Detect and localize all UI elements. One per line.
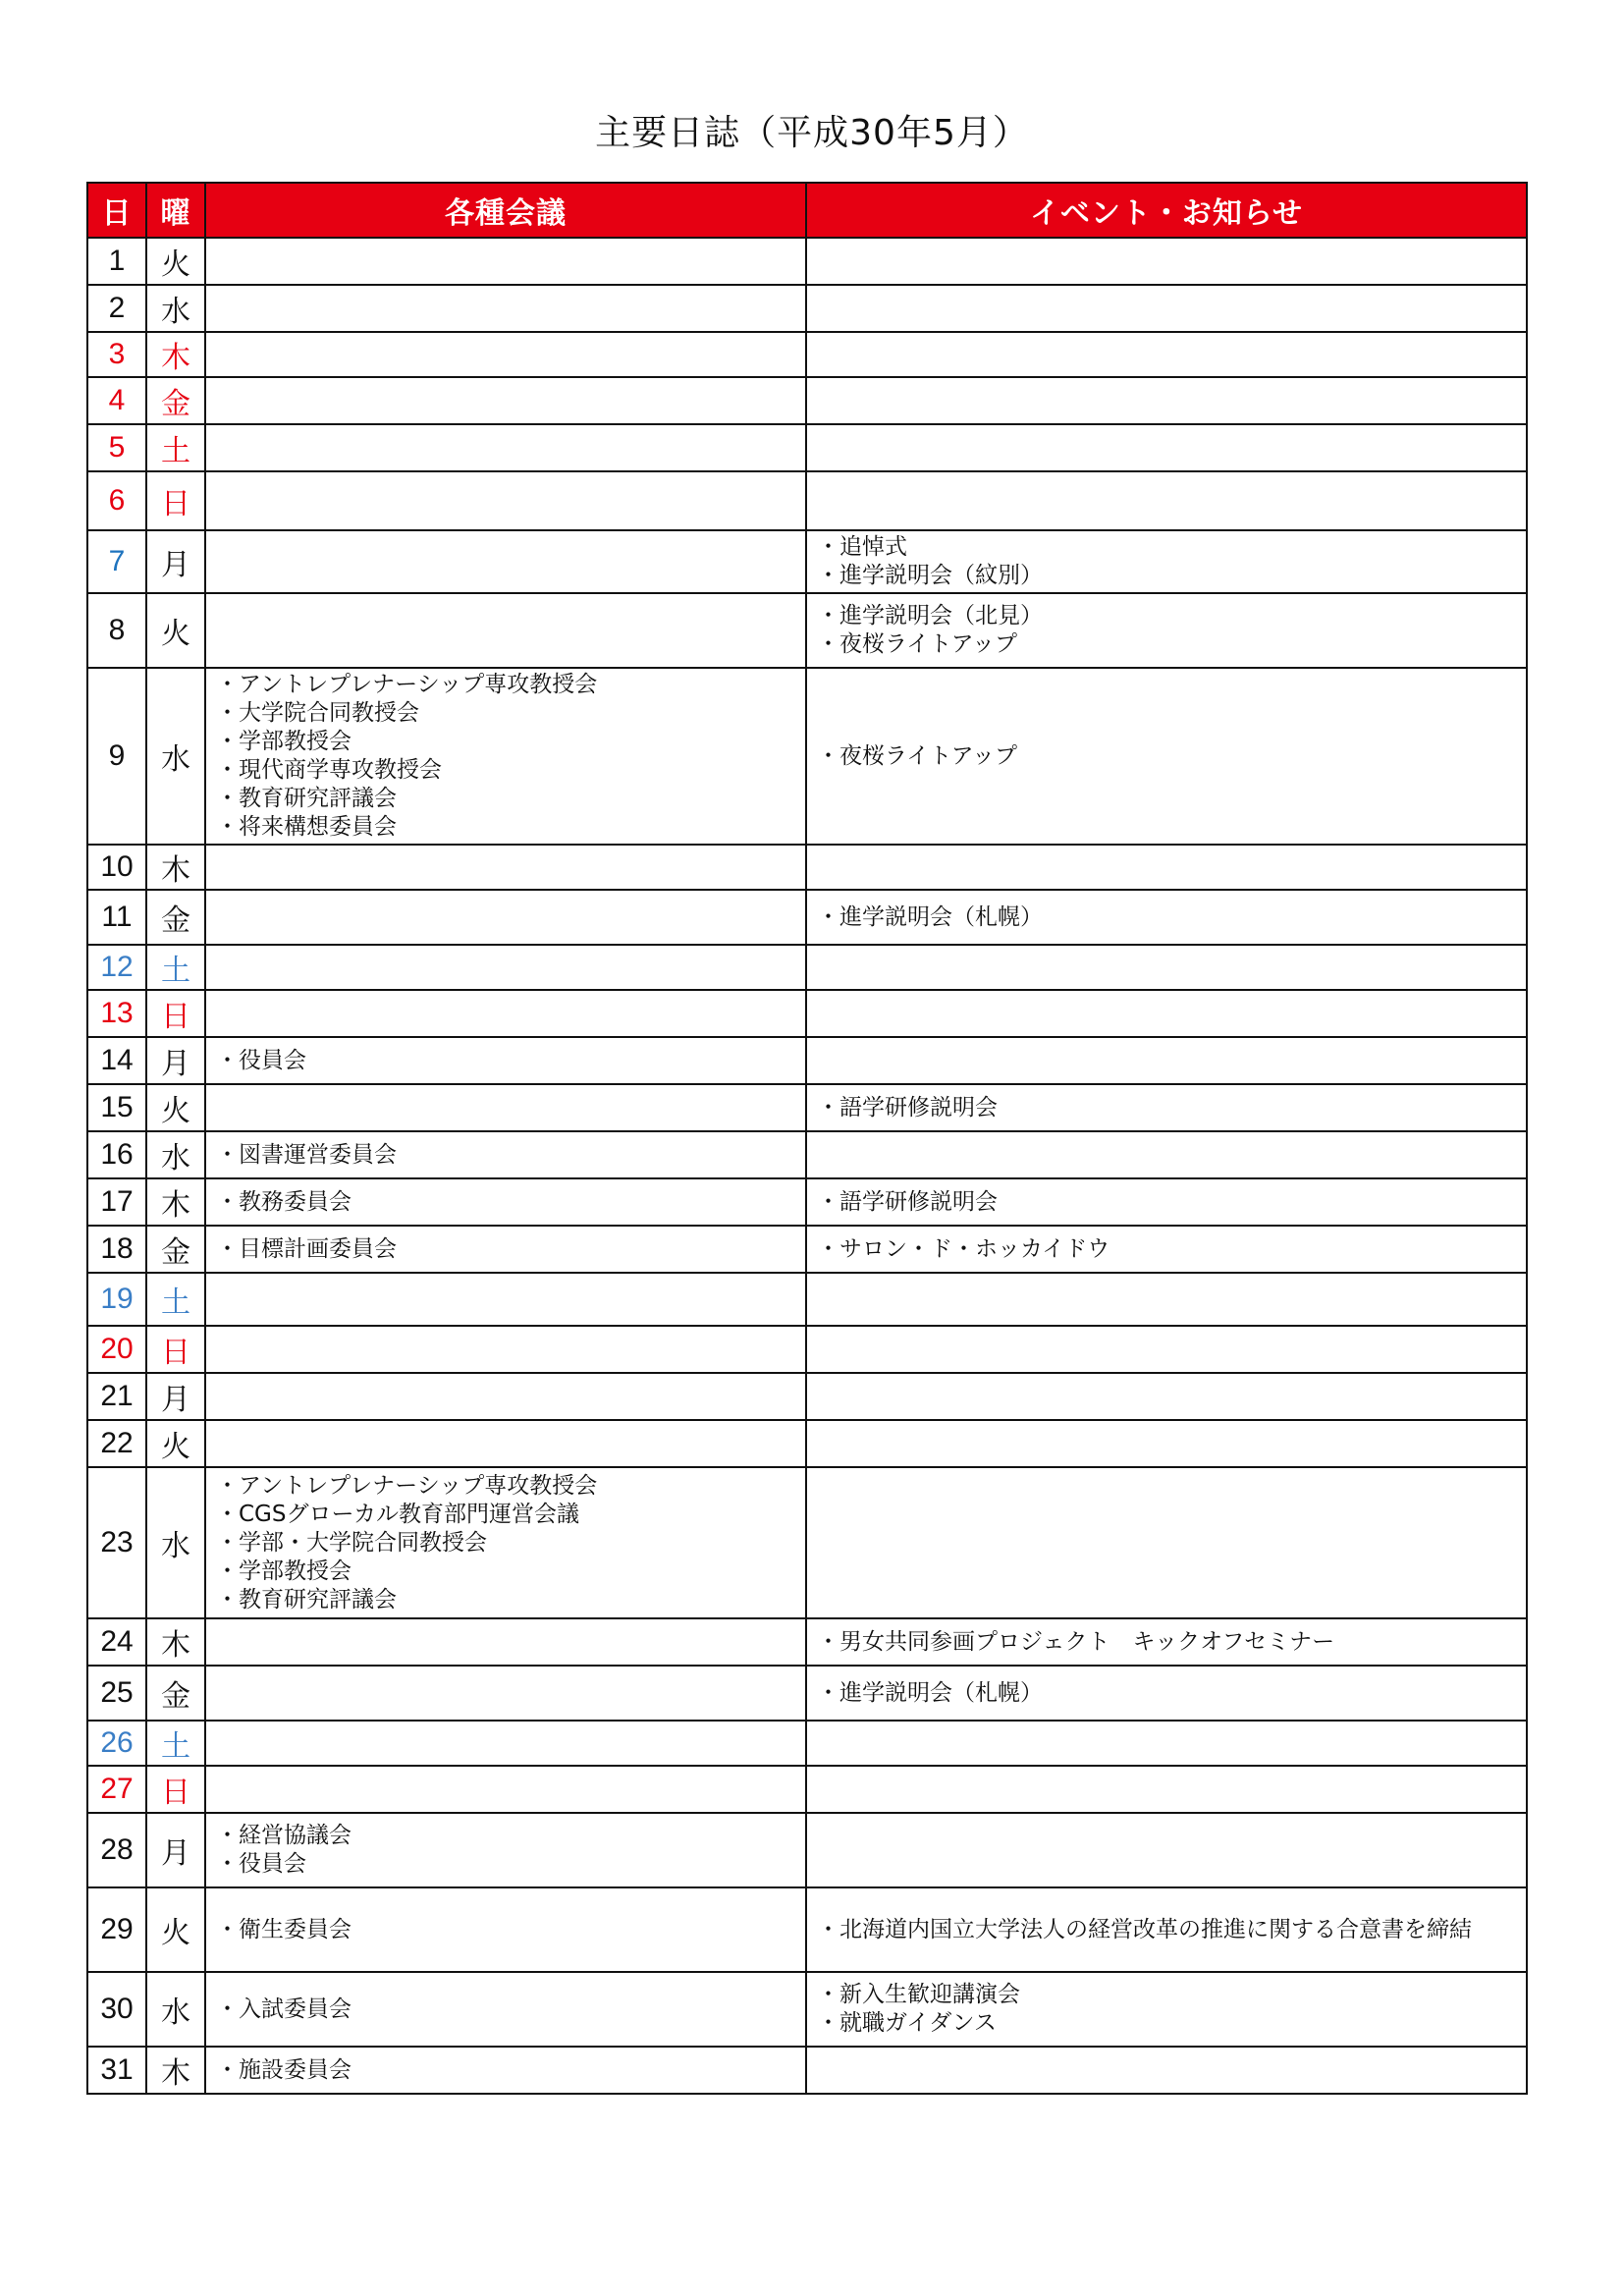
events-cell xyxy=(806,1273,1527,1326)
meetings-cell xyxy=(205,1420,806,1467)
weekday-cell: 火 xyxy=(146,238,205,285)
table-row xyxy=(87,1420,1527,1467)
events-cell xyxy=(806,1887,1527,1972)
weekday-cell: 土 xyxy=(146,945,205,990)
day-cell: 10 xyxy=(87,845,146,890)
day-cell: 5 xyxy=(87,424,146,471)
day-cell: 28 xyxy=(87,1813,146,1887)
table-row xyxy=(87,845,1527,890)
events-cell xyxy=(806,238,1527,285)
list-item: ・進学説明会（札幌） xyxy=(817,903,1043,930)
list-item: ・北海道内国立大学法人の経営改革の推進に関する合意書を締結 xyxy=(817,1916,1472,1942)
table-row xyxy=(87,2047,1527,2094)
list-item: ・男女共同参画プロジェクト キックオフセミナー xyxy=(817,1628,1335,1655)
list-item: ・進学説明会（紋別） xyxy=(817,563,1043,588)
weekday-cell: 金 xyxy=(146,890,205,945)
weekday-cell: 火 xyxy=(146,1887,205,1972)
events-cell xyxy=(806,1420,1527,1467)
events-cell xyxy=(806,1373,1527,1420)
table-row xyxy=(87,1721,1527,1766)
weekday-cell: 月 xyxy=(146,1037,205,1084)
list-item: ・語学研修説明会 xyxy=(817,1094,998,1121)
header-events: イベント・お知らせ xyxy=(806,183,1527,238)
list-item: ・教育研究評議会 xyxy=(216,1586,397,1613)
table-row xyxy=(87,1887,1527,1972)
list-item: ・語学研修説明会 xyxy=(817,1188,998,1215)
table-row xyxy=(87,238,1527,285)
meetings-cell xyxy=(205,845,806,890)
meetings-cell xyxy=(205,990,806,1037)
weekday-cell: 火 xyxy=(146,593,205,668)
list-item: ・夜桜ライトアップ xyxy=(817,742,1018,769)
weekday-cell: 日 xyxy=(146,471,205,530)
meetings-cell xyxy=(205,377,806,424)
meetings-cell xyxy=(205,1326,806,1373)
diary-table xyxy=(86,182,1528,2095)
table-row xyxy=(87,1972,1527,2047)
weekday-cell: 水 xyxy=(146,1131,205,1178)
day-cell: 21 xyxy=(87,1373,146,1420)
meetings-cell xyxy=(205,1972,806,2047)
list-item: ・教育研究評議会 xyxy=(216,786,397,811)
day-cell: 20 xyxy=(87,1326,146,1373)
table-row xyxy=(87,1273,1527,1326)
table-row xyxy=(87,1037,1527,1084)
meetings-cell xyxy=(205,424,806,471)
meetings-cell xyxy=(205,1084,806,1131)
weekday-cell: 木 xyxy=(146,1618,205,1666)
weekday-cell: 土 xyxy=(146,1273,205,1326)
table-row xyxy=(87,530,1527,593)
weekday-cell: 火 xyxy=(146,1084,205,1131)
list-item: ・役員会 xyxy=(216,1047,306,1073)
meetings-cell xyxy=(205,945,806,990)
meetings-cell xyxy=(205,1273,806,1326)
events-cell xyxy=(806,890,1527,945)
page-title: 主要日誌（平成30年5月） xyxy=(595,113,1029,153)
weekday-cell: 木 xyxy=(146,332,205,377)
list-item: ・アントレプレナーシップ専攻教授会 xyxy=(216,1472,598,1499)
meetings-cell xyxy=(205,2047,806,2094)
events-cell xyxy=(806,1666,1527,1721)
header-weekday: 曜 xyxy=(146,183,205,238)
events-cell xyxy=(806,285,1527,332)
list-item: ・追悼式 xyxy=(817,534,907,560)
weekday-cell: 日 xyxy=(146,1326,205,1373)
events-cell xyxy=(806,945,1527,990)
day-cell: 18 xyxy=(87,1226,146,1273)
day-cell: 4 xyxy=(87,377,146,424)
meetings-cell xyxy=(205,530,806,593)
list-item: ・目標計画委員会 xyxy=(216,1235,397,1262)
day-cell: 17 xyxy=(87,1178,146,1226)
list-item: ・サロン・ド・ホッカイドウ xyxy=(817,1235,1110,1262)
list-item: ・学部・大学院合同教授会 xyxy=(216,1529,487,1556)
list-item: ・就職ガイダンス xyxy=(817,2010,997,2036)
events-cell xyxy=(806,1618,1527,1666)
weekday-cell: 水 xyxy=(146,285,205,332)
events-cell xyxy=(806,1972,1527,2047)
meetings-cell xyxy=(205,1178,806,1226)
meetings-cell xyxy=(205,471,806,530)
weekday-cell: 水 xyxy=(146,1972,205,2047)
table-row xyxy=(87,1618,1527,1666)
day-cell: 11 xyxy=(87,890,146,945)
events-cell xyxy=(806,1766,1527,1813)
table-row xyxy=(87,471,1527,530)
table-row xyxy=(87,1766,1527,1813)
weekday-cell: 土 xyxy=(146,424,205,471)
list-item: ・夜桜ライトアップ xyxy=(817,631,1018,657)
day-cell: 13 xyxy=(87,990,146,1037)
meetings-cell xyxy=(205,1666,806,1721)
table-row xyxy=(87,332,1527,377)
table-row xyxy=(87,1178,1527,1226)
list-item: ・入試委員会 xyxy=(216,1995,352,2022)
day-cell: 9 xyxy=(87,668,146,845)
events-cell xyxy=(806,1226,1527,1273)
list-item: ・アントレプレナーシップ専攻教授会 xyxy=(216,672,598,697)
events-cell xyxy=(806,377,1527,424)
table-row xyxy=(87,1084,1527,1131)
table-row xyxy=(87,1326,1527,1373)
day-cell: 15 xyxy=(87,1084,146,1131)
events-cell xyxy=(806,1037,1527,1084)
list-item: ・新入生歓迎講演会 xyxy=(817,1982,1020,2007)
weekday-cell: 木 xyxy=(146,2047,205,2094)
day-cell: 19 xyxy=(87,1273,146,1326)
day-cell: 8 xyxy=(87,593,146,668)
meetings-cell xyxy=(205,1766,806,1813)
events-cell xyxy=(806,332,1527,377)
day-cell: 24 xyxy=(87,1618,146,1666)
header-meetings: 各種会議 xyxy=(205,183,806,238)
meetings-cell xyxy=(205,1226,806,1273)
list-item: ・学部教授会 xyxy=(216,729,352,754)
meetings-cell xyxy=(205,890,806,945)
list-item: ・学部教授会 xyxy=(216,1558,352,1584)
weekday-cell: 木 xyxy=(146,845,205,890)
events-cell xyxy=(806,1721,1527,1766)
table-row xyxy=(87,1226,1527,1273)
table-row xyxy=(87,1373,1527,1420)
events-cell xyxy=(806,1467,1527,1618)
list-item: ・CGSグローカル教育部門運営会議 xyxy=(216,1501,580,1527)
list-item: ・現代商学専攻教授会 xyxy=(216,757,442,783)
meetings-cell xyxy=(205,238,806,285)
events-cell xyxy=(806,1813,1527,1887)
list-item: ・大学院合同教授会 xyxy=(216,700,419,726)
meetings-cell xyxy=(205,1887,806,1972)
table-row xyxy=(87,990,1527,1037)
table-row xyxy=(87,593,1527,668)
events-cell xyxy=(806,593,1527,668)
weekday-cell: 月 xyxy=(146,530,205,593)
events-cell xyxy=(806,1178,1527,1226)
weekday-cell: 日 xyxy=(146,1766,205,1813)
day-cell: 27 xyxy=(87,1766,146,1813)
table-header-row xyxy=(87,183,1527,238)
list-item: ・将来構想委員会 xyxy=(216,814,397,840)
weekday-cell: 水 xyxy=(146,668,205,845)
day-cell: 30 xyxy=(87,1972,146,2047)
events-cell xyxy=(806,668,1527,845)
weekday-cell: 月 xyxy=(146,1813,205,1887)
list-item: ・役員会 xyxy=(216,1851,306,1877)
day-cell: 22 xyxy=(87,1420,146,1467)
day-cell: 7 xyxy=(87,530,146,593)
day-cell: 25 xyxy=(87,1666,146,1721)
day-cell: 2 xyxy=(87,285,146,332)
table-row xyxy=(87,945,1527,990)
meetings-cell xyxy=(205,1813,806,1887)
day-cell: 16 xyxy=(87,1131,146,1178)
day-cell: 31 xyxy=(87,2047,146,2094)
table-row xyxy=(87,668,1527,845)
weekday-cell: 火 xyxy=(146,1420,205,1467)
table-row xyxy=(87,1131,1527,1178)
table-row xyxy=(87,285,1527,332)
meetings-cell xyxy=(205,285,806,332)
weekday-cell: 金 xyxy=(146,1226,205,1273)
meetings-cell xyxy=(205,1618,806,1666)
events-cell xyxy=(806,471,1527,530)
day-cell: 6 xyxy=(87,471,146,530)
day-cell: 23 xyxy=(87,1467,146,1618)
events-cell xyxy=(806,990,1527,1037)
list-item: ・施設委員会 xyxy=(216,2056,352,2083)
events-cell xyxy=(806,1326,1527,1373)
day-cell: 12 xyxy=(87,945,146,990)
list-item: ・衛生委員会 xyxy=(216,1916,352,1942)
events-cell xyxy=(806,1084,1527,1131)
list-item: ・経営協議会 xyxy=(216,1823,352,1848)
meetings-cell xyxy=(205,668,806,845)
meetings-cell xyxy=(205,1467,806,1618)
meetings-cell xyxy=(205,332,806,377)
table-row xyxy=(87,1666,1527,1721)
weekday-cell: 木 xyxy=(146,1178,205,1226)
events-cell xyxy=(806,424,1527,471)
events-cell xyxy=(806,2047,1527,2094)
weekday-cell: 月 xyxy=(146,1373,205,1420)
day-cell: 14 xyxy=(87,1037,146,1084)
meetings-cell xyxy=(205,593,806,668)
table-row xyxy=(87,424,1527,471)
table-row xyxy=(87,377,1527,424)
day-cell: 1 xyxy=(87,238,146,285)
meetings-cell xyxy=(205,1131,806,1178)
events-cell xyxy=(806,845,1527,890)
list-item: ・教務委員会 xyxy=(216,1188,352,1215)
events-cell xyxy=(806,530,1527,593)
table-row xyxy=(87,1813,1527,1887)
day-cell: 26 xyxy=(87,1721,146,1766)
weekday-cell: 土 xyxy=(146,1721,205,1766)
day-cell: 3 xyxy=(87,332,146,377)
table-body xyxy=(87,238,1527,2094)
header-day: 日 xyxy=(87,183,146,238)
weekday-cell: 日 xyxy=(146,990,205,1037)
weekday-cell: 金 xyxy=(146,1666,205,1721)
list-item: ・進学説明会（北見） xyxy=(817,603,1043,629)
events-cell xyxy=(806,1131,1527,1178)
list-item: ・図書運営委員会 xyxy=(216,1141,397,1168)
weekday-cell: 金 xyxy=(146,377,205,424)
table-row xyxy=(87,1467,1527,1618)
meetings-cell xyxy=(205,1373,806,1420)
meetings-cell xyxy=(205,1037,806,1084)
day-cell: 29 xyxy=(87,1887,146,1972)
weekday-cell: 水 xyxy=(146,1467,205,1618)
list-item: ・進学説明会（札幌） xyxy=(817,1679,1043,1706)
table-row xyxy=(87,890,1527,945)
meetings-cell xyxy=(205,1721,806,1766)
